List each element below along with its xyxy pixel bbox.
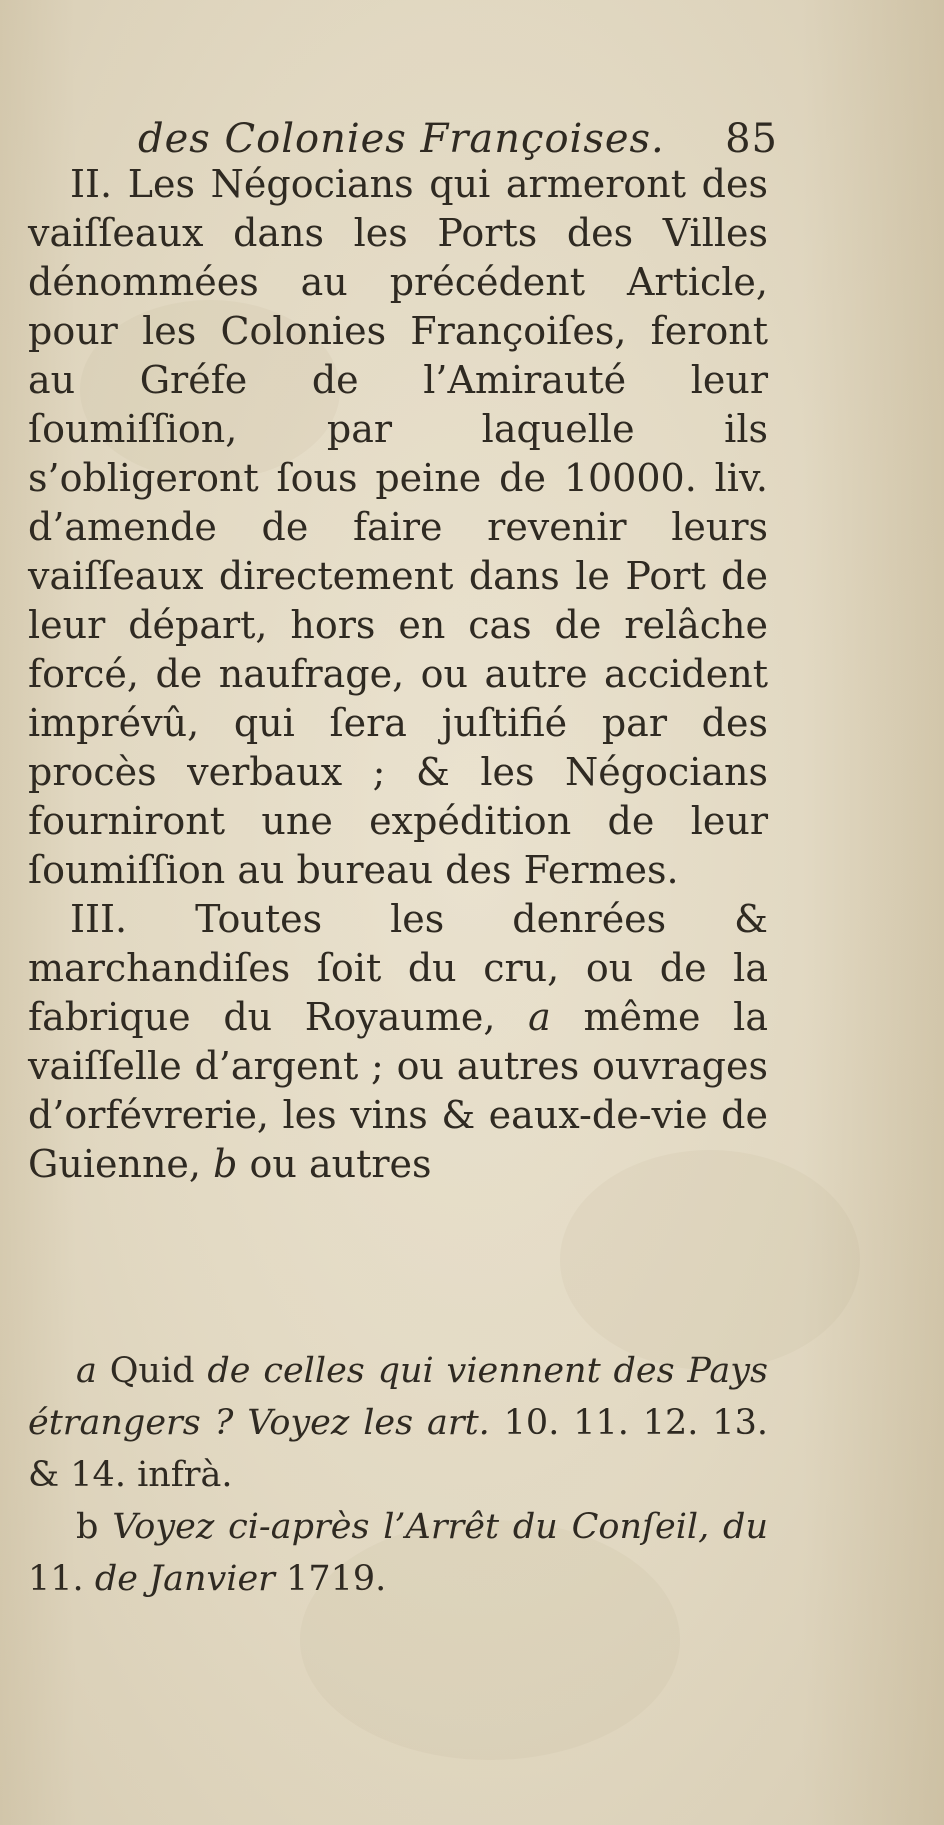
footnote-b-roman2: 1719. xyxy=(286,1559,387,1599)
body-text xyxy=(28,160,768,1189)
footnote-ref-b: b xyxy=(213,1142,238,1186)
footnote-a-italic1: de celles qui viennent des Pays étrangers ? Voyez les art. xyxy=(28,1351,768,1443)
footnote-ref-a: a xyxy=(528,995,551,1039)
footnote-b-italic1: Voyez ci-après l’Arrêt du Conſeil, du xyxy=(112,1507,768,1547)
footnote-a-mark: a xyxy=(76,1351,97,1391)
footnote-a xyxy=(28,1345,768,1501)
footnote-a-roman2: 10. 11. 12. 13. & 14. infrà. xyxy=(28,1403,768,1495)
page-number: 85 xyxy=(725,116,778,162)
paragraph-iii-part2: même la vaiſſelle d’argent ; ou autres ouvrages d’orfévrerie, les vins & eaux-de-vie de Guienne, xyxy=(28,995,768,1186)
paragraph-iii-part1: III. Toutes les denrées & marchandiſes ſoit du cru, ou de la fabrique du Royaume, xyxy=(28,897,768,1039)
footnote-b-italic2: de Janvier xyxy=(94,1559,275,1599)
footnote-b-roman1: 11. xyxy=(28,1559,84,1599)
paragraph-ii: II. Les Négocians qui armeront des vaiſſeaux dans les Ports des Villes dénommées au précédent Article, pour les Colonies Françoiſes, feront au Gréfe de l’Amirauté leur ſoumiſſion, par laquelle ils s’obligeront ſous peine de 10000. liv. d’amende de faire revenir leurs vaiſſeaux directement dans le Port de leur départ, hors en cas de relâche forcé, de naufrage, ou autre accident imprévû, qui ſera juſtifié par des procès verbaux ; & les Négocians fourniront une expédition de leur ſoumiſſion au bureau des Fermes. xyxy=(28,162,768,892)
paragraph-iii xyxy=(28,895,768,1189)
footnote-b xyxy=(28,1501,768,1605)
footnotes xyxy=(28,1345,768,1605)
footnote-a-roman1: Quid xyxy=(109,1351,195,1391)
footnote-b-mark: b xyxy=(76,1507,99,1547)
paragraph-iii-part3: ou autres xyxy=(249,1142,432,1186)
running-title: des Colonies Françoises. xyxy=(138,116,665,162)
